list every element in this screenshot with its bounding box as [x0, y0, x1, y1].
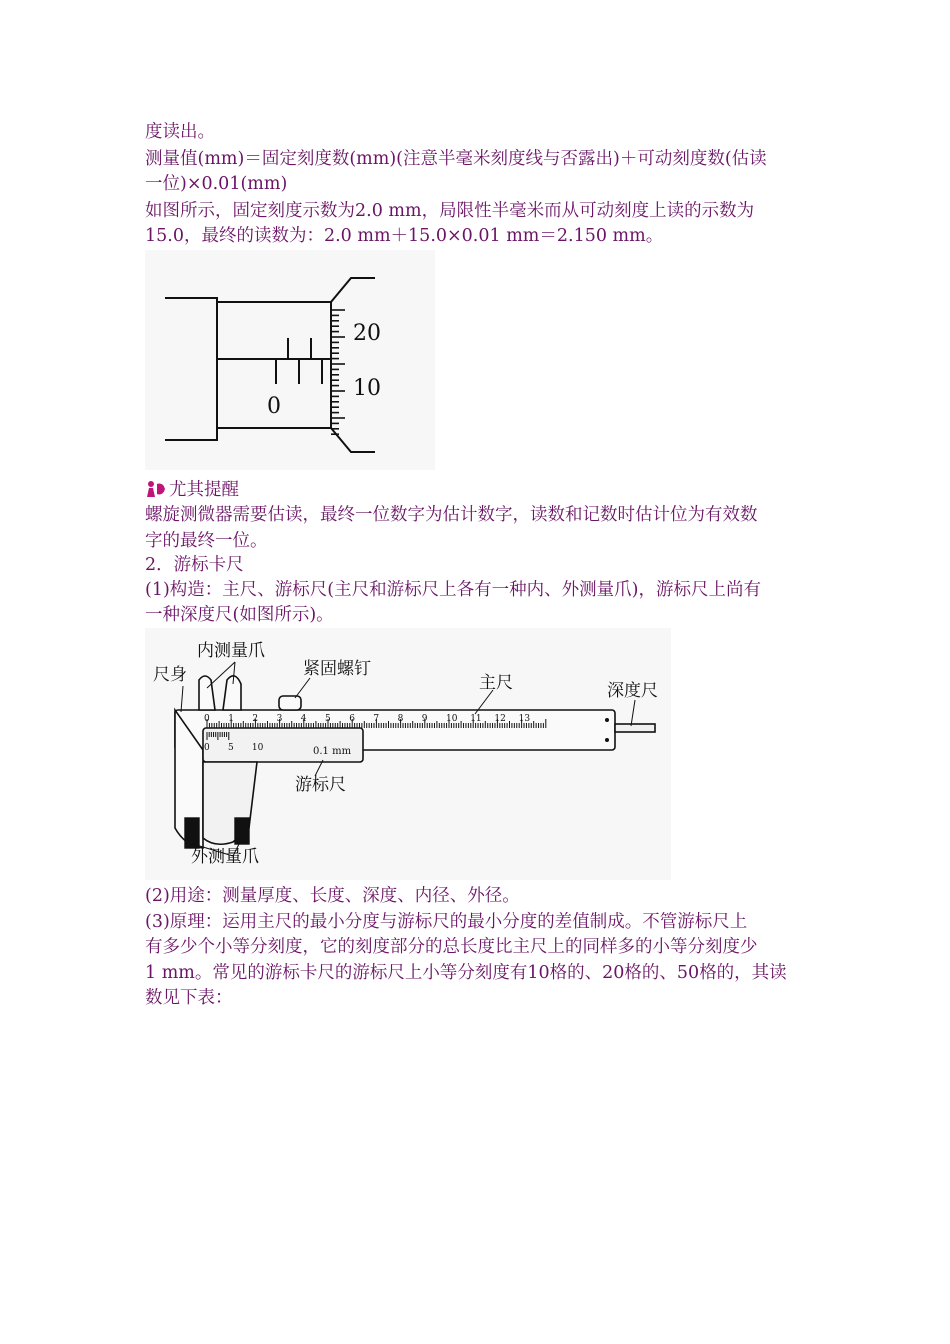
label-depth-rod: 深度尺 [607, 681, 658, 701]
text-line: 15.0，最终的读数为：2.0 mm＋15.0×0.01 mm＝2.150 mm。 [145, 226, 664, 246]
label-ruler-body: 尺身 [153, 665, 187, 685]
main-scale-label: 3 [276, 714, 283, 724]
text-line: 测量值(mm)＝固定刻度数(mm)(注意半毫米刻度线与否露出)＋可动刻度数(估读 [145, 149, 767, 169]
tip-title: 尤其提醒 [169, 480, 239, 500]
main-scale-label: 5 [325, 714, 331, 724]
main-scale-label: 10 [446, 714, 458, 724]
text-line: 如图所示，固定刻度示数为2.0 mm，局限性半毫米而从可动刻度上读的示数为 [145, 201, 755, 221]
main-scale-label: 4 [300, 714, 307, 724]
main-scale-label: 0 [204, 714, 210, 724]
thimble-label-20: 20 [353, 321, 381, 346]
label-outer-jaw: 外测量爪 [191, 847, 259, 867]
label-main-scale: 主尺 [479, 673, 513, 693]
text-line: (3)原理：运用主尺的最小分度与游标尺的最小分度的差值制成。不管游标尺上 [145, 912, 748, 932]
text-line: 一种深度尺(如图所示)。 [145, 605, 334, 625]
text-line: 有多少个小等分刻度，它的刻度部分的总长度比主尺上的同样多的小等分刻度少 [145, 937, 758, 957]
main-scale-label: 8 [397, 714, 404, 724]
text-line: 一位)×0.01(mm) [145, 174, 288, 194]
reminder-icon [145, 480, 167, 498]
text-line: 1 mm。常见的游标卡尺的游标尺上小等分刻度有10格的、20格的、50格的，其读 [145, 963, 787, 983]
micrometer-diagram [145, 250, 435, 470]
main-scale-label: 1 [228, 714, 234, 724]
micrometer-figure [145, 250, 435, 470]
main-scale-label: 13 [518, 714, 531, 724]
text-line: 2．游标卡尺 [145, 555, 244, 575]
vernier-scale-label: 0 [204, 743, 210, 753]
main-scale-label: 12 [494, 714, 506, 724]
label-vernier-scale: 游标尺 [295, 775, 346, 795]
vernier-caliper-diagram [145, 628, 671, 880]
vernier-scale-label: 10 [251, 743, 264, 753]
vernier-unit-label: 0.1 mm [313, 746, 352, 757]
main-scale-label: 7 [373, 714, 380, 724]
main-scale-label: 11 [470, 714, 482, 724]
main-scale-label: 9 [421, 714, 428, 724]
main-scale-label: 6 [349, 714, 355, 724]
main-scale-label: 2 [252, 714, 259, 724]
text-line: 数见下表： [145, 988, 233, 1008]
label-inner-jaw: 内测量爪 [197, 641, 265, 661]
text-line: (2)用途：测量厚度、长度、深度、内径、外径。 [145, 886, 520, 906]
vernier-caliper-figure [145, 628, 671, 880]
thimble-label-10: 10 [353, 376, 381, 401]
text-line: 字的最终一位。 [145, 531, 268, 551]
vernier-scale-label: 5 [227, 743, 234, 753]
tip-heading [145, 478, 239, 502]
text-line: 度读出。 [145, 122, 215, 142]
text-line: 螺旋测微器需要估读，最终一位数字为估计数字，读数和记数时估计位为有效数 [145, 505, 758, 525]
text-line: (1)构造：主尺、游标尺(主尺和游标尺上各有一种内、外测量爪)，游标尺上尚有 [145, 580, 761, 600]
label-locking-screw: 紧固螺钉 [303, 659, 371, 679]
sleeve-label-0: 0 [267, 394, 281, 419]
